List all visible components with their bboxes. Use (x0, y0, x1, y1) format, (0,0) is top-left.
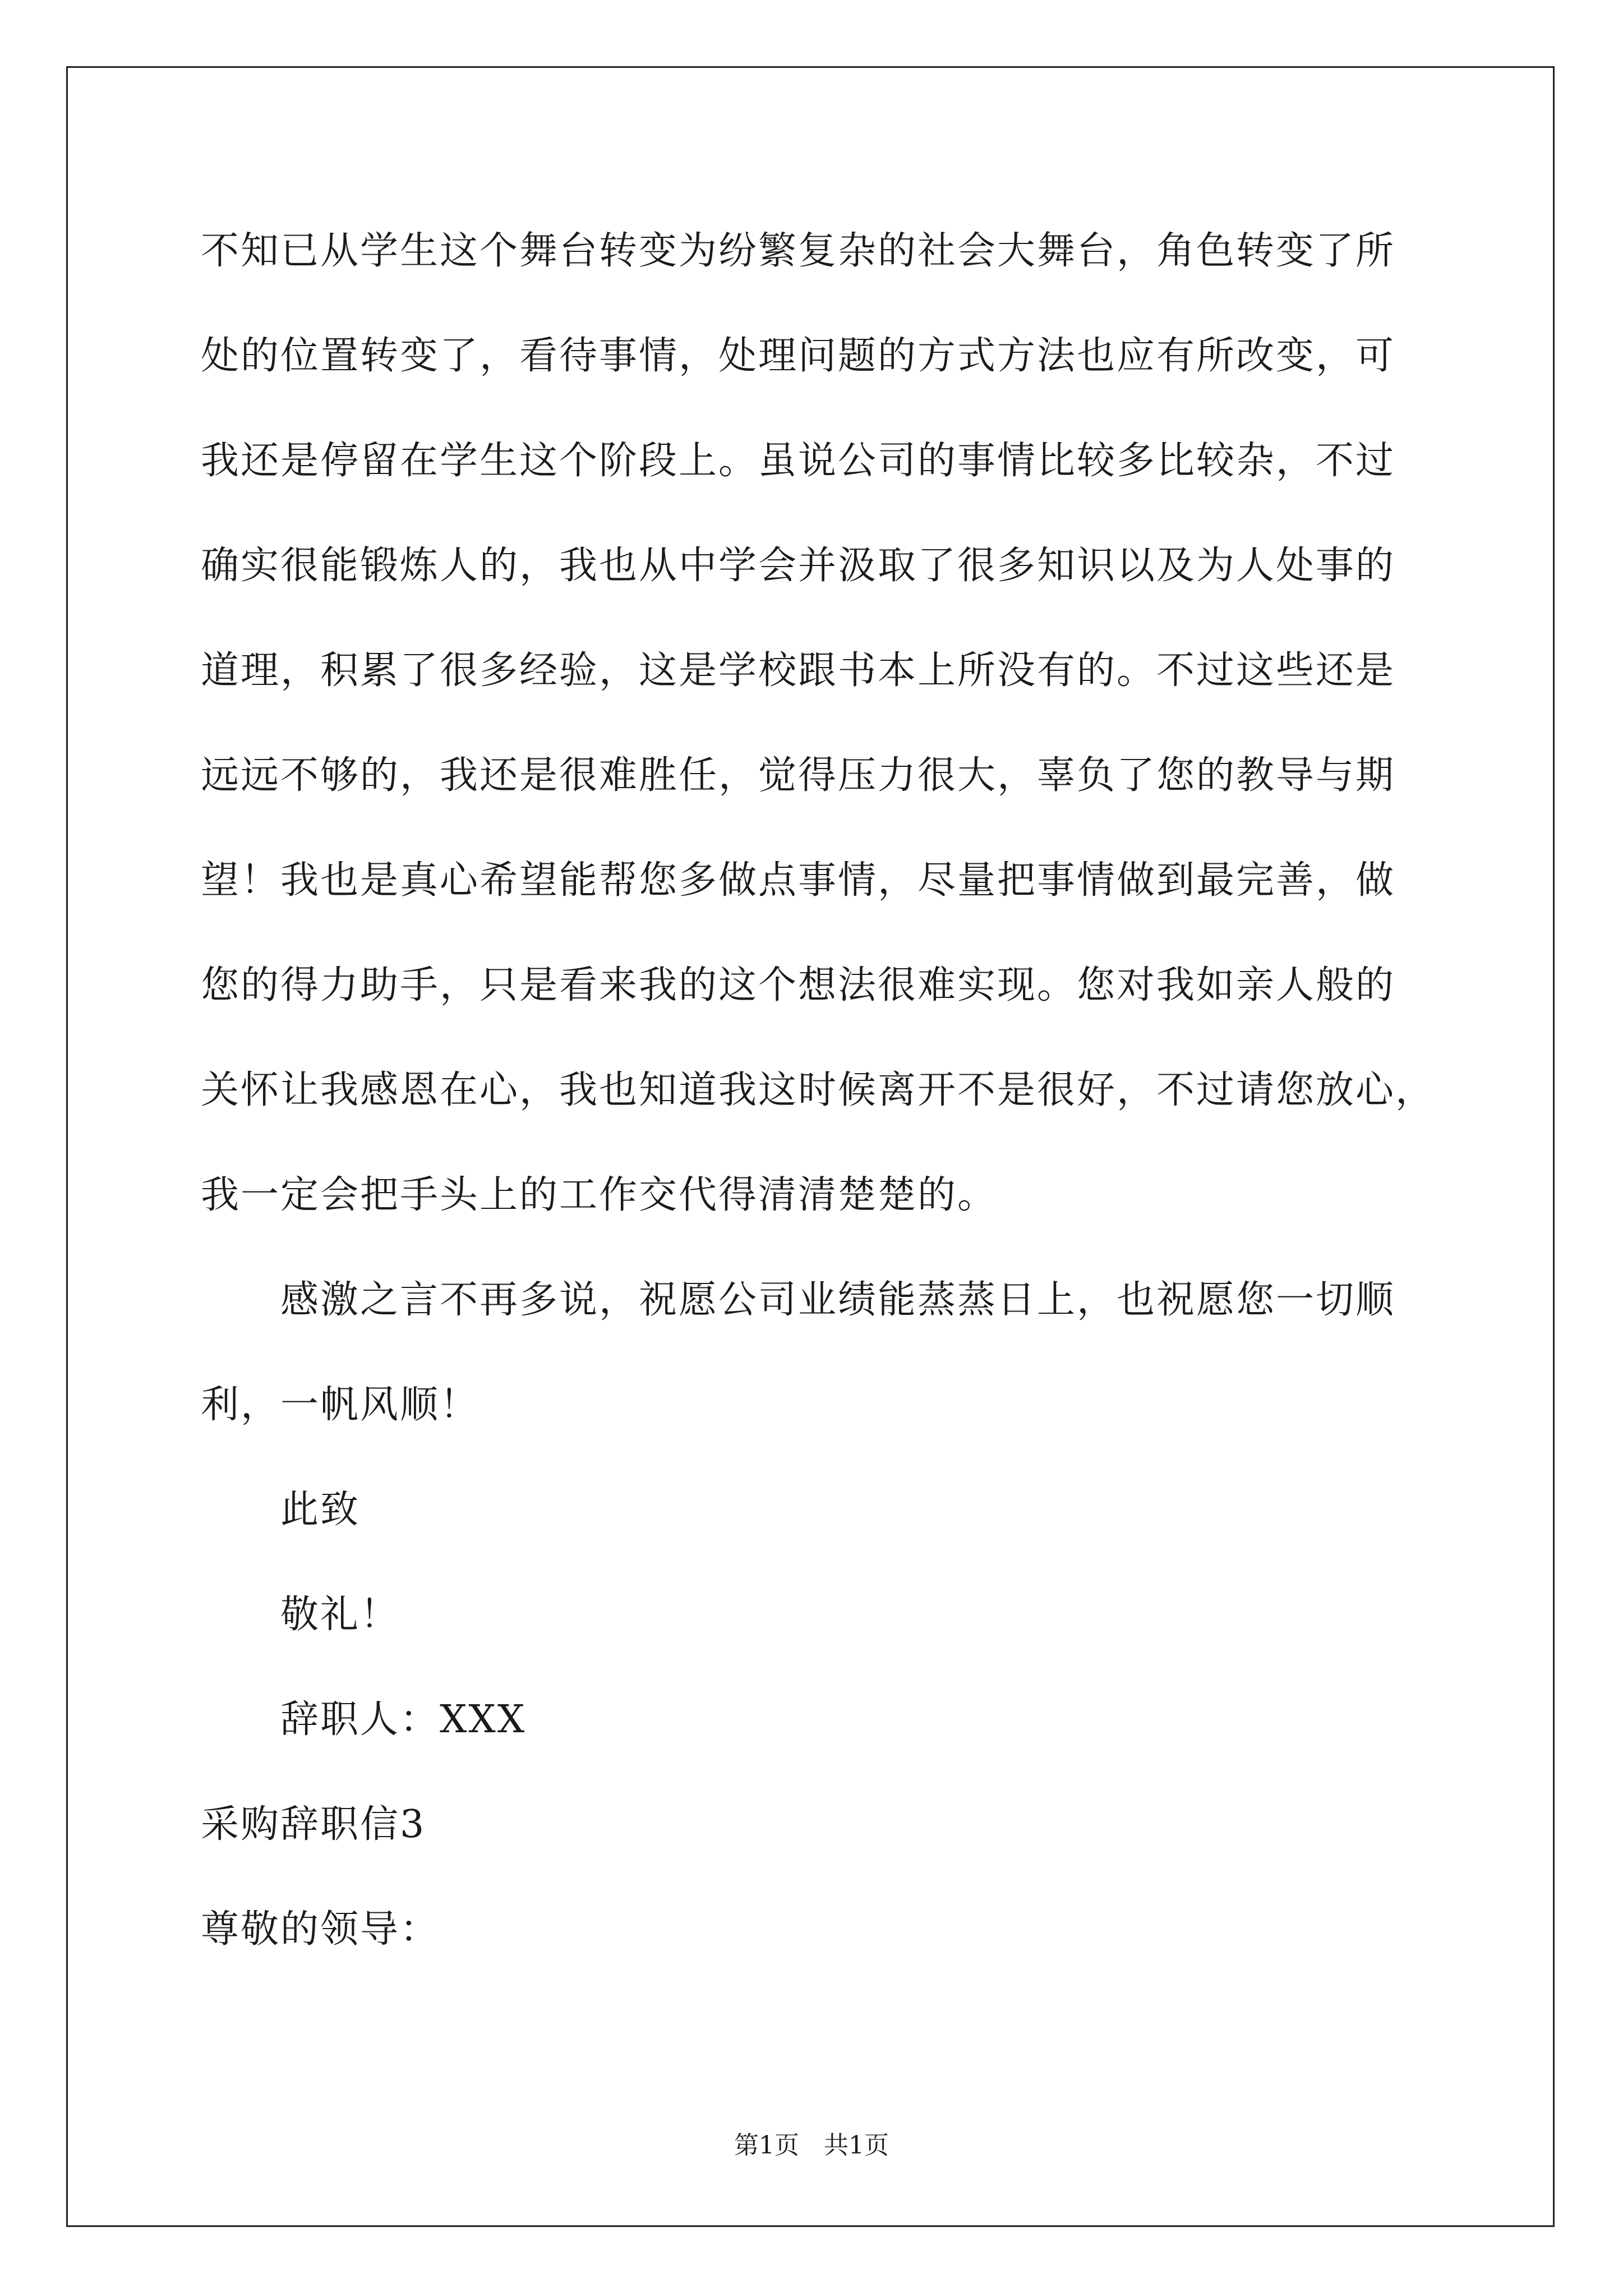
paragraph-1-line: 道理，积累了很多经验，这是学校跟书本上所没有的。不过这些还是 (201, 648, 1396, 693)
closing-respect: 敬礼！ (280, 1593, 400, 1637)
paragraph-1-line: 处的位置转变了，看待事情，处理问题的方式方法也应有所改变，可 (201, 334, 1396, 378)
paragraph-2-line: 利，一帆风顺！ (201, 1383, 480, 1427)
page-number: 第1页 (734, 2131, 799, 2160)
paragraph-1-line: 我一定会把手头上的工作交代得清清楚楚的。 (201, 1173, 998, 1217)
paragraph-2-line: 感激之言不再多说，祝愿公司业绩能蒸蒸日上，也祝愿您一切顺 (280, 1278, 1396, 1322)
closing-salutation: 此致 (280, 1488, 361, 1532)
greeting: 尊敬的领导： (201, 1907, 440, 1952)
signature: 辞职人：XXX (280, 1697, 527, 1742)
paragraph-1-line: 关怀让我感恩在心，我也知道我这时候离开不是很好，不过请您放心， (201, 1068, 1436, 1112)
document-body (201, 216, 1436, 1999)
page-total: 共1页 (824, 2131, 889, 2160)
paragraph-1-line: 望！我也是真心希望能帮您多做点事情，尽量把事情做到最完善，做 (201, 858, 1396, 903)
paragraph-1-line: 远远不够的，我还是很难胜任，觉得压力很大，辜负了您的教导与期 (201, 753, 1396, 798)
paragraph-1-line: 不知已从学生这个舞台转变为纷繁复杂的社会大舞台，角色转变了所 (201, 229, 1396, 273)
page-footer (0, 2129, 1623, 2162)
paragraph-1-line: 我还是停留在学生这个阶段上。虽说公司的事情比较多比较杂，不过 (201, 439, 1396, 483)
paragraph-1-line: 确实很能锻炼人的，我也从中学会并汲取了很多知识以及为人处事的 (201, 544, 1396, 588)
paragraph-1-line: 您的得力助手，只是看来我的这个想法很难实现。您对我如亲人般的 (201, 963, 1396, 1007)
section-title: 采购辞职信3 (201, 1802, 426, 1847)
